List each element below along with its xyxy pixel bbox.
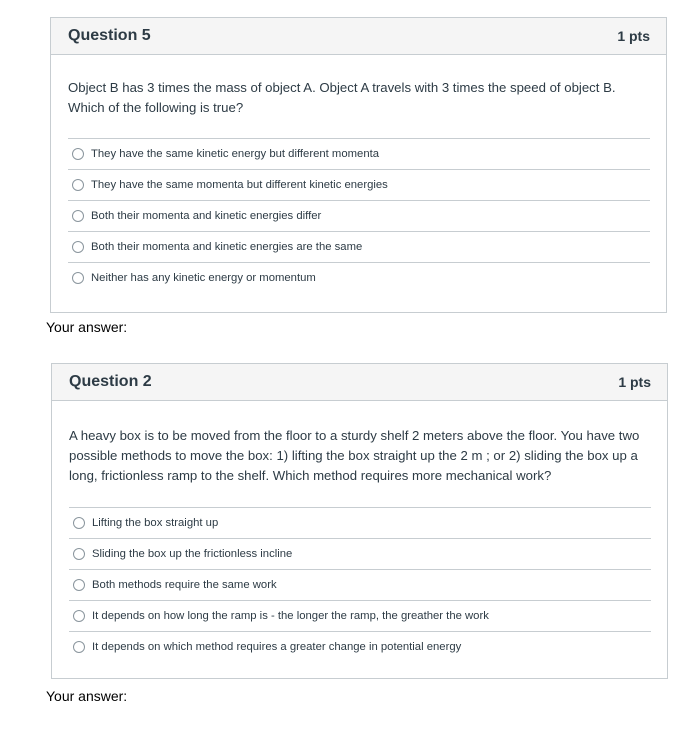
radio-button[interactable] xyxy=(73,517,85,529)
answer-label: Both their momenta and kinetic energies are the same xyxy=(91,241,363,253)
question-text-line: Object B has 3 times the mass of object A. Object A travels with 3 times the speed of object B. xyxy=(68,80,616,95)
question-text xyxy=(51,55,666,136)
question-card-5 xyxy=(50,17,667,313)
answer-label: Neither has any kinetic energy or momentum xyxy=(91,272,316,284)
answer-label: Both methods require the same work xyxy=(92,579,277,591)
answer-option[interactable] xyxy=(69,538,651,569)
answer-option[interactable] xyxy=(69,507,651,538)
radio-button[interactable] xyxy=(73,548,85,560)
answer-option[interactable] xyxy=(68,138,650,169)
question-title: Question 2 xyxy=(69,373,152,390)
answer-label: They have the same kinetic energy but different momenta xyxy=(91,148,380,160)
question-header xyxy=(51,18,666,55)
question-text xyxy=(52,401,667,507)
answer-option[interactable] xyxy=(69,569,651,600)
radio-button[interactable] xyxy=(73,610,85,622)
answer-list xyxy=(68,138,650,293)
answer-option[interactable] xyxy=(68,169,650,200)
question-card-2 xyxy=(51,363,668,679)
question-text-line: Which of the following is true? xyxy=(68,100,244,115)
question-text-line: A heavy box is to be moved from the floor to a sturdy shelf 2 meters above the floor. You have two xyxy=(69,428,640,443)
radio-button[interactable] xyxy=(72,179,84,191)
answer-option[interactable] xyxy=(69,600,651,631)
question-header xyxy=(52,364,667,401)
answer-option[interactable] xyxy=(68,231,650,262)
answer-label: It depends on which method requires a greater change in potential energy xyxy=(92,641,462,653)
answer-option[interactable] xyxy=(68,200,650,231)
answer-label: Sliding the box up the frictionless incline xyxy=(92,548,293,560)
radio-button[interactable] xyxy=(73,579,85,591)
answer-label: Both their momenta and kinetic energies differ xyxy=(91,210,322,222)
radio-button[interactable] xyxy=(72,241,84,253)
radio-button[interactable] xyxy=(73,641,85,653)
answer-label: It depends on how long the ramp is - the longer the ramp, the greather the work xyxy=(92,610,489,622)
question-points: 1 pts xyxy=(618,374,651,390)
question-title: Question 5 xyxy=(68,27,151,44)
question-text-line: long, frictionless ramp to the shelf. Which method requires more mechanical work? xyxy=(69,468,552,483)
your-answer-label: Your answer: xyxy=(46,319,128,335)
answer-option[interactable] xyxy=(69,631,651,662)
radio-button[interactable] xyxy=(72,210,84,222)
answer-option[interactable] xyxy=(68,262,650,293)
answer-label: They have the same momenta but different kinetic energies xyxy=(91,179,388,191)
question-points: 1 pts xyxy=(617,28,650,44)
radio-button[interactable] xyxy=(72,272,84,284)
question-text-line: possible methods to move the box: 1) lifting the box straight up the 2 m ; or 2) sliding the box up a xyxy=(69,448,638,463)
radio-button[interactable] xyxy=(72,148,84,160)
answer-label: Lifting the box straight up xyxy=(92,517,219,529)
answer-list xyxy=(69,507,651,662)
your-answer-label: Your answer: xyxy=(46,688,128,704)
